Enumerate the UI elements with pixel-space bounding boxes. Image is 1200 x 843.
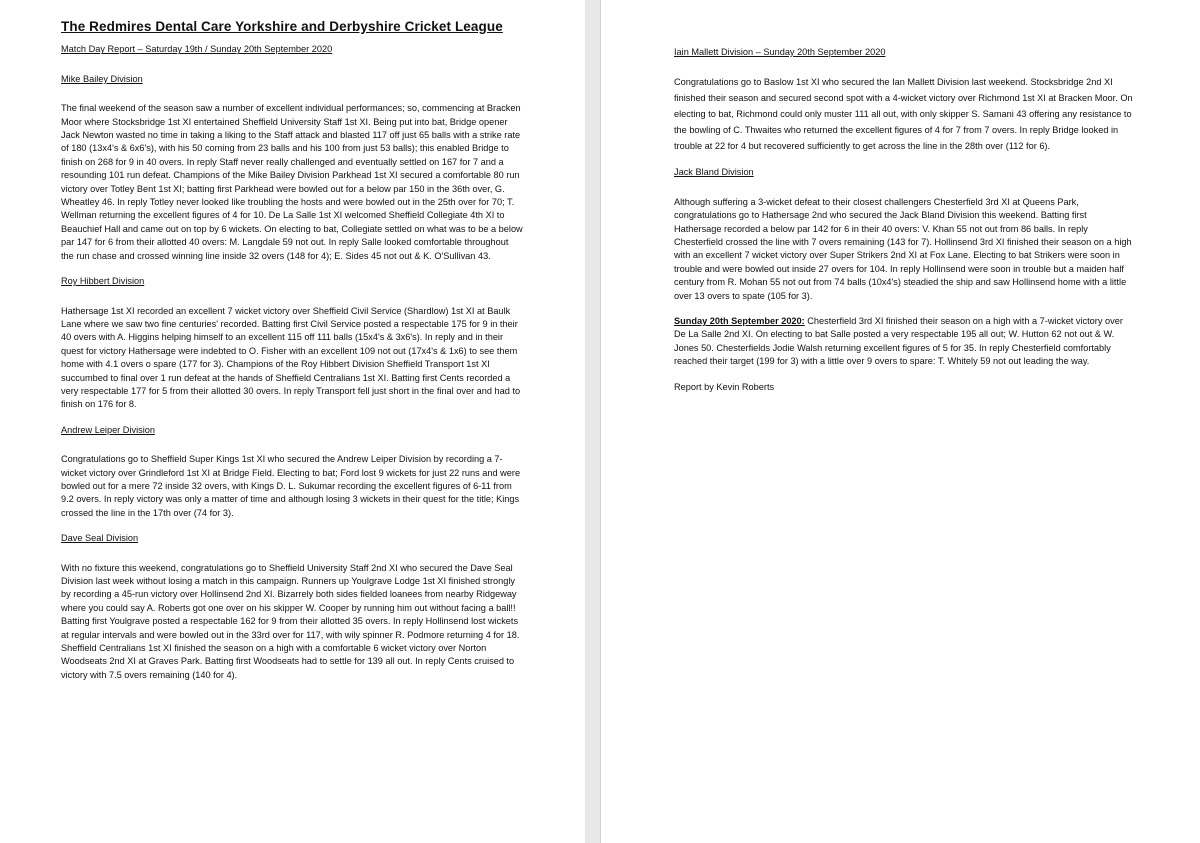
left-page-content (61, 20, 523, 694)
report-heading: Match Day Report – Saturday 19th / Sunday 20th September 2020 (61, 44, 333, 55)
dave-seal-division-title: Dave Seal Division (61, 533, 139, 544)
iain-mallett-division-text: Congratulations go to Baslow 1st XI who secured the Ian Mallett Division last weekend. Stocksbridge 2nd XI finished their season and secured second spot with a 4-wicket victory over Richmond 1st XI at Bracken Moor. On electing to bat, Richmond could only muster 111 all out, with only skipper S. Samani 43 offering any resistance to the bowling of C. Thwaites who returned the excellent figures of 4 for 7 from 7 overs. In reply Bridge looked in trouble at 22 for 4 but recovered sufficiently to get across the line in the 28th over (112 for 6). (674, 77, 1133, 151)
mike-bailey-division-title: Mike Bailey Division (61, 73, 143, 84)
iain-mallett-division-title: Iain Mallett Division – Sunday 20th September 2020 (674, 47, 886, 57)
roy-hibbert-division-text: Hathersage 1st XI recorded an excellent 7 wicket victory over Sheffield Civil Service (Shardlow) 1st XI at Baulk Lane where we saw two fine centuries' recorded. Batting first Civil Service posted a respectable 175 for 9 in their 40 overs with A. Higgins helping himself to an excellent 115 off 111 balls (15x4's & 3x6's). In reply and in their quest for victory Hathersage were indebted to O. Fisher with an excellent 109 not out (17x4's & 1x6) to see them home with 4.1 overs o spare (177 for 3). Champions of the Roy Hibbert Division Sheffield Transport 1st XI succumbed to final over 1 run defeat at the hands of Sheffield Centralians 1st XI. Batting first Cents recorded a very respectable 177 for 5 from their allotted 30 overs. In reply Transport fell just short in the final over and had to finish on 176 for 8. (61, 305, 521, 410)
dave-seal-division-text: With no fixture this weekend, congratulations go to Sheffield University Staff 2nd XI who secured the Dave Seal Division last week without losing a match in this campaign. Runners up Youlgrave Lodge 1st XI finished strongly by recording a 45-run victory over Hollinsend 2nd XI. Bizarrely both sides fielded loanees from nearby Ridgeway where you could say A. Roberts got one over on his skipper W. Cooper by running him out without facing a ball!! Batting first Youlgrave posted a respectable 162 for 9 from their allotted 35 overs. In reply Hollinsend lost wickets at regular intervals and were bowled out in the 33rd over for 117, with wily spinner R. Podmore returning 4 for 18. Sheffield Centralians 1st XI finished the season on a high with a comfortable 6 wicket victory over Norton Woodseats 2nd XI at Graves Park. Batting first Woodseats had to settle for 139 all out. In reply Cents cruised to victory with 7.5 overs remaining (140 for 4). (61, 562, 520, 680)
page-left (0, 0, 585, 843)
right-page-content (674, 46, 1136, 406)
andrew-leiper-division-text: Congratulations go to Sheffield Super Kings 1st XI who secured the Andrew Leiper Division by recording a 7-wicket victory over Grindleford 1st XI at Bridge Field. Electing to bat; Ford lost 9 wickets for just 22 runs and were bowled out for a mere 72 inside 32 overs, with Kings D. L. Sukumar recording the excellent figures of 6-11 from 9.2 overs. In reply victory was only a matter of time and although losing 3 wickets in their quest for the title; Kings crossed the line in the 17th over (74 for 3). (61, 454, 521, 518)
jack-bland-division-text: Although suffering a 3-wicket defeat to their closest challengers Chesterfield 3rd XI at Queens Park, congratulations go to Hathersage 2nd who secured the Jack Bland Division this weekend. Batting first Hathersage recorded a below par 142 for 6 in their 40 overs: V. Khan 55 not out from 86 balls. In reply Chesterfield crossed the line with 7 overs remaining (143 for 7). Hollinsend 3rd XI finished their season on a high with an excellent 7 wicket victory over Super Strikers 2nd XI at Fox Lane. Electing to bat Strikers were soon in trouble and were bowled out inside 27 overs for 104. In reply Hollinsend were soon in trouble but a maiden half century from R. Mohan 55 not out from 74 balls (10x4's) steadied the ship and saw Hollinsend home with a little over 13 overs to spate (105 for 3). (674, 196, 1132, 301)
page-right (600, 0, 1200, 843)
report-by: Report by Kevin Roberts (674, 381, 775, 392)
sunday-text: Chesterfield 3rd XI finished their season on a high with a 7-wicket victory over De La Salle 2nd XI. On electing to bat Salle posted a very respectable 195 all out; W. Hutton 62 not out & W. Jones 50. Chesterfields Jodie Walsh returning excellent figures of 5 for 35. In reply Chesterfield comfortably reached their target (199 for 3) with a little over 9 overs to spare: T. Whitely 59 not out leading the way. (674, 316, 1123, 367)
mike-bailey-division-text: The final weekend of the season saw a number of excellent individual performances; so, commencing at Bracken Moor where Stocksbridge 1st XI entertained Sheffield University Staff 1st XI. Being put into bat, Bridge opener Jack Newton wasted no time in taking a liking to the Staff attack and blasted 117 off just 65 balls with a strike rate of 180 (13x4's & 6x6's), with his 50 coming from 23 balls and his 100 from just 53 balls); this enabled Bridge to finish on 268 for 9 in 40 overs. In reply Staff never really challenged and eventually settled on 167 for 7 and a resounding 101 run defeat. Champions of the Mike Bailey Division Parkhead 1st XI secured a comfortable 80 run victory over Totley Bent 1st XI; batting first Parkhead were bowled out for a below par 150 in the 36th over, G. Wheatley 46. In reply Totley never looked like troubling the hosts and were bowled out in the 25th over for 70; T. Wellman returning the excellent figures of 4 for 10. De La Salle 1st XI welcomed Sheffield Collegiate 4th XI to Beauchief Hall and came out on top by 6 wickets. On electing to bat, Collegiate settled on what was to be a below par 147 for 6 from their allotted 40 overs: M. Langdale 59 not out. In reply Salle looked comfortable throughout the run chase and crossed winning line inside 32 overs (148 for 4); E. Sides 45 not out & K. O'Sullivan 43. (61, 103, 523, 261)
sunday-results-paragraph (674, 315, 1136, 369)
page-gap (585, 0, 600, 843)
andrew-leiper-division-title: Andrew Leiper Division (61, 424, 155, 435)
jack-bland-division-title: Jack Bland Division (674, 167, 754, 178)
document-title: The Redmires Dental Care Yorkshire and Derbyshire Cricket League (61, 19, 503, 34)
roy-hibbert-division-title: Roy Hibbert Division (61, 276, 145, 287)
sunday-label: Sunday 20th September 2020: (674, 316, 805, 327)
